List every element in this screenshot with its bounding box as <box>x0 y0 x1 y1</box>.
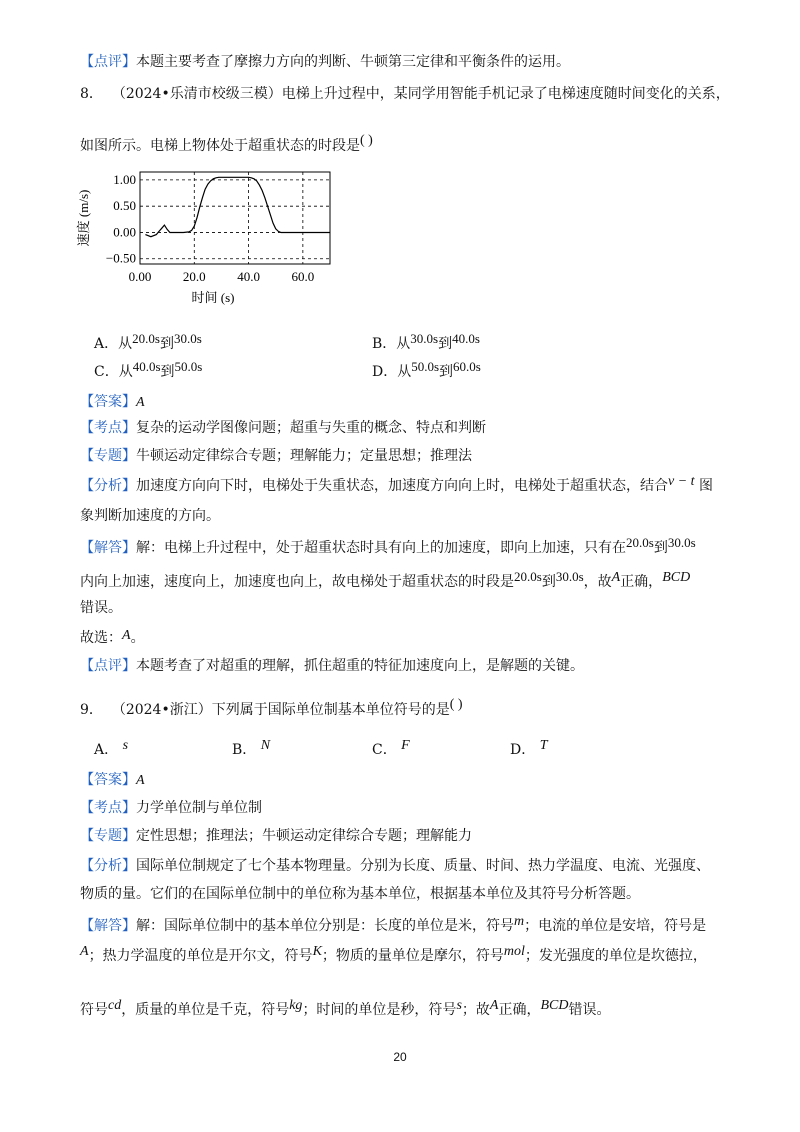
y-tick-label: 1.00 <box>113 171 136 187</box>
chart-xlabel: 时间 (s) <box>191 290 235 305</box>
q9-stem-text: 下列属于国际单位制基本单位符号的是 <box>211 702 450 718</box>
answer-value: A <box>136 395 145 410</box>
option-mid: 到 <box>160 364 175 380</box>
q8-option-a[interactable] <box>94 331 202 354</box>
fenxi-tag: 【分析】 <box>80 858 136 874</box>
x-tick-label: 20.0 <box>182 269 206 284</box>
jieda-2A: A <box>611 570 621 585</box>
chart-ticks <box>106 172 314 284</box>
dianping-tag: 【点评】 <box>80 658 136 674</box>
unit-A: A <box>80 944 89 959</box>
guxuan-text: 故选： <box>80 630 122 646</box>
jieda-text: 解：国际单位制中的基本单位分别是：长度的单位是米，符号 <box>136 918 514 934</box>
jieda-text: ；发光强度的单位是坎德拉， <box>524 948 707 964</box>
q9-zhuanti <box>80 826 472 846</box>
q9-fenxi-line1 <box>80 856 710 876</box>
velocity-time-chart <box>74 168 334 308</box>
jieda-text: ；时间的单位是秒，符号 <box>302 1002 457 1018</box>
q8-stem-text1: 电梯上升过程中，某同学用智能手机记录了电梯速度随时间变化的关系， <box>281 86 730 102</box>
q8-zhuanti <box>80 446 472 466</box>
q9-fenxi-line2 <box>80 884 640 904</box>
q9-option-d[interactable] <box>510 740 547 761</box>
kaodian-tag: 【考点】 <box>80 420 136 436</box>
q9-option-b[interactable] <box>232 740 270 761</box>
jieda-text: 符号 <box>80 1002 108 1018</box>
q9-option-c[interactable] <box>372 740 410 761</box>
q9-stem <box>80 697 463 721</box>
page-number: 20 <box>393 1050 407 1064</box>
review-line <box>80 52 570 72</box>
option-symbol: s <box>122 738 129 753</box>
q9-kaodian <box>80 798 262 818</box>
option-pre: 从 <box>118 336 133 352</box>
jieda-2a: 20.0s <box>514 569 542 584</box>
x-tick-label: 60.0 <box>291 269 315 284</box>
option-letter: B． <box>372 336 397 352</box>
q8-option-d[interactable] <box>372 359 481 382</box>
option-letter: A． <box>94 742 119 758</box>
unit-kg: kg <box>289 998 303 1013</box>
q8-number: 8． <box>80 86 103 102</box>
q8-stem-line1 <box>80 84 730 104</box>
jieda-mid: 到 <box>653 540 668 556</box>
q8-fenxi-line2 <box>80 506 220 526</box>
q8-jieda-line3 <box>80 598 122 618</box>
jieda-2c: ，故 <box>583 574 612 590</box>
unit-A2: A <box>489 998 499 1013</box>
q8-option-c[interactable] <box>94 359 203 382</box>
q8-stem-line2 <box>80 133 373 157</box>
q9-option-a[interactable] <box>94 740 128 761</box>
jieda-text: ；物质的量单位是摩尔，符号 <box>321 948 504 964</box>
option-start: 50.0s <box>411 359 440 374</box>
guxuan-end: 。 <box>130 630 145 646</box>
jieda-2b: 30.0s <box>555 569 584 584</box>
q8-jieda-line2 <box>80 569 691 593</box>
q8-paren: ( ) <box>360 133 373 148</box>
option-start: 20.0s <box>132 331 160 346</box>
option-pre: 从 <box>118 364 133 380</box>
jieda-tag: 【解答】 <box>80 540 136 556</box>
unit-m: m <box>514 914 525 929</box>
q8-dianping <box>80 656 584 676</box>
option-letter: A． <box>94 336 119 352</box>
jieda-text: ；热力学温度的单位是开尔文，符号 <box>88 948 313 964</box>
option-mid: 到 <box>438 336 453 352</box>
jieda-text: ；故 <box>461 1002 490 1018</box>
option-mid: 到 <box>159 336 174 352</box>
option-pre: 从 <box>396 336 411 352</box>
fenxi-text: 加速度方向向下时，电梯处于失重状态，加速度方向向上时，电梯处于超重状态，结合 <box>136 478 668 494</box>
zhuanti-tag: 【专题】 <box>80 448 136 464</box>
q9-source: （2024•浙江） <box>111 702 212 718</box>
jieda-2BCD: BCD <box>662 570 691 585</box>
jieda-2mid: 到 <box>541 574 556 590</box>
kaodian-tag: 【考点】 <box>80 800 136 816</box>
fenxi-text2: 物质的量。它们的在国际单位制中的单位称为基本单位，根据基本单位及其符号分析答题。 <box>80 886 640 902</box>
review-tag: 【点评】 <box>80 54 136 70</box>
dianping-text: 本题考查了对超重的理解，抓住超重的特征加速度向上，是解题的关键。 <box>136 658 584 674</box>
q8-answer <box>80 392 145 413</box>
q8-stem-text2: 如图所示。电梯上物体处于超重状态的时段是 <box>80 138 360 154</box>
option-letter: C． <box>372 742 397 758</box>
q9-jieda-line1 <box>80 916 706 937</box>
jieda-text2: 内向上加速，速度向上，加速度也向上，故电梯处于超重状态的时段是 <box>80 574 514 590</box>
q8-jieda-line1 <box>80 535 696 558</box>
chart-series-line <box>145 177 330 236</box>
jieda-text3: 错误。 <box>80 600 122 616</box>
q8-option-b[interactable] <box>372 331 480 354</box>
option-letter: B． <box>232 742 257 758</box>
q8-fenxi-line1 <box>80 476 713 497</box>
option-end: 40.0s <box>452 331 480 346</box>
q9-paren: ( ) <box>449 697 463 712</box>
option-symbol: N <box>260 738 271 753</box>
chart-grid <box>140 172 330 264</box>
option-end: 30.0s <box>173 331 202 346</box>
fenxi-tag: 【分析】 <box>80 478 136 494</box>
jieda-tag: 【解答】 <box>80 918 136 934</box>
y-tick-label: 0.50 <box>113 198 136 214</box>
fenxi-text1: 国际单位制规定了七个基本物理量。分别为长度、质量、时间、热力学温度、电流、光强度、 <box>136 858 710 874</box>
y-tick-label: −0.50 <box>105 250 136 266</box>
x-tick-label: 0.00 <box>128 269 152 284</box>
answer-value: A <box>136 773 145 788</box>
q8-source: （2024•乐清市校级三模） <box>111 86 282 102</box>
q8-kaodian <box>80 418 486 438</box>
jieda-text: ；电流的单位是安培，符号是 <box>524 918 707 934</box>
q8-guxuan <box>80 628 145 649</box>
answer-tag: 【答案】 <box>80 394 136 410</box>
unit-cd: cd <box>108 998 122 1013</box>
jieda-text: ，质量的单位是千克，符号 <box>121 1002 290 1018</box>
fenxi-vt: v − t <box>668 474 695 489</box>
jieda-b: 30.0s <box>667 535 696 550</box>
q9-answer <box>80 770 145 791</box>
jieda-BCD: BCD <box>540 998 569 1013</box>
guxuan-answer: A <box>122 628 131 643</box>
option-end: 60.0s <box>453 359 481 374</box>
chart-frame <box>140 172 330 264</box>
option-pre: 从 <box>397 364 412 380</box>
answer-tag: 【答案】 <box>80 772 136 788</box>
zhuanti-tag: 【专题】 <box>80 828 136 844</box>
zhuanti-text: 定性思想；推理法；牛顿运动定律综合专题；理解能力 <box>136 828 472 844</box>
zhuanti-text: 牛顿运动定律综合专题；理解能力；定量思想；推理法 <box>136 448 472 464</box>
q9-jieda-line2 <box>80 946 707 967</box>
jieda-text: 正确， <box>498 1002 541 1018</box>
option-letter: D． <box>510 742 536 758</box>
option-letter: C． <box>94 364 119 380</box>
unit-mol: mol <box>503 944 525 959</box>
y-tick-label: 0.00 <box>113 224 136 240</box>
unit-K: K <box>312 944 322 959</box>
option-start: 30.0s <box>410 331 439 346</box>
option-symbol: F <box>401 738 410 753</box>
x-tick-label: 40.0 <box>237 269 260 284</box>
option-end: 50.0s <box>174 359 203 374</box>
unit-s: s <box>456 998 462 1013</box>
jieda-text1: 解：电梯上升过程中，处于超重状态时具有向上的加速度，即向上加速，只有在 <box>136 540 626 556</box>
option-start: 40.0s <box>132 359 161 374</box>
q9-number: 9． <box>80 702 103 718</box>
review-text: 本题主要考查了摩擦力方向的判断、牛顿第三定律和平衡条件的运用。 <box>136 54 570 70</box>
fenxi-text-end: 图 <box>699 478 714 494</box>
option-symbol: T <box>539 738 548 753</box>
option-mid: 到 <box>439 364 454 380</box>
jieda-2d: 正确， <box>620 574 663 590</box>
fenxi-text2: 象判断加速度的方向。 <box>80 508 220 524</box>
chart-ylabel: 速度 (m/s) <box>76 189 91 247</box>
q9-jieda-line3 <box>80 1000 610 1021</box>
kaodian-text: 力学单位制与单位制 <box>136 800 262 816</box>
jieda-text: 错误。 <box>568 1002 611 1018</box>
jieda-a: 20.0s <box>626 535 654 550</box>
kaodian-text: 复杂的运动学图像问题；超重与失重的概念、特点和判断 <box>136 420 486 436</box>
option-letter: D． <box>372 364 398 380</box>
